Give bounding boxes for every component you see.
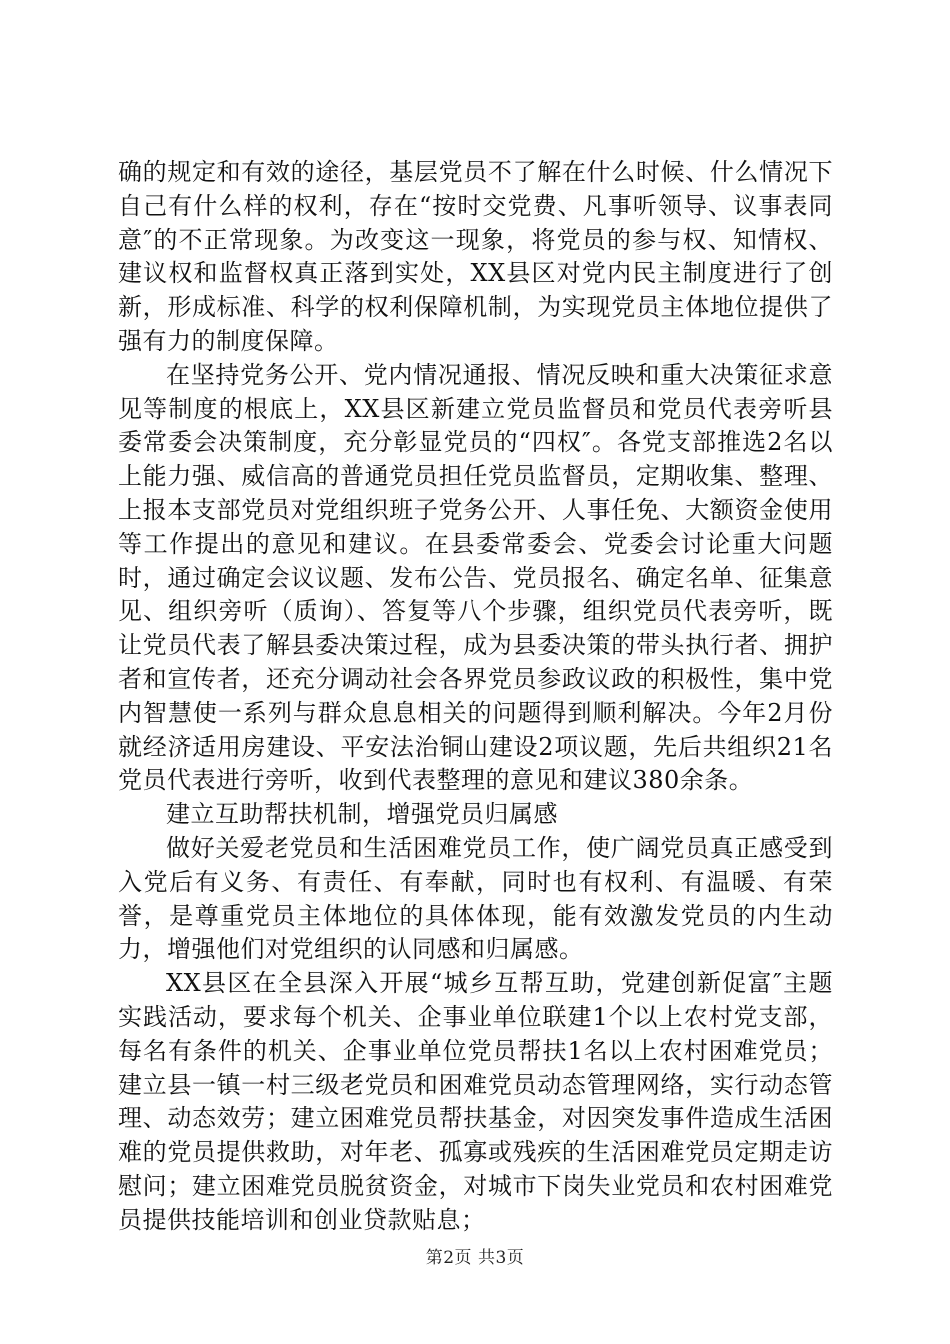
- section-heading: 建立互助帮扶机制，增强党员归属感: [166, 800, 558, 829]
- paragraph-3: 做好关爱老党员和生活困难党员工作，使广阔党员真正感受到入党后有义务、有责任、有奉献，同时也有权利、有温暖、有荣誉，是尊重党员主体地位的具体体现，能有效激发党员的内生动力，增强他们对党组织的认同感和归属感。: [118, 833, 833, 964]
- paragraph-4: XX县区在全县深入开展“城乡互帮互助，党建创新促富″主题实践活动，要求每个机关、企事业单位联建1个以上农村党支部，每名有条件的机关、企事业单位党员帮扶1名以上农村困难党员；建立县一镇一村三级老党员和困难党员动态管理网络，实行动态管理、动态效劳；建立困难党员帮扶基金，对因突发事件造成生活困难的党员提供救助，对年老、孤寡或残疾的生活困难党员定期走访慰问；建立困难党员脱贫资金，对城市下岗失业党员和农村困难党员提供技能培训和创业贷款贴息；: [118, 969, 833, 1234]
- paragraph-2: 在坚持党务公开、党内情况通报、情况反映和重大决策征求意见等制度的根底上，XX县区新建立党员监督员和党员代表旁听县委常委会决策制度，充分彰显党员的“四权″。各党支部推选2名以上能力强、威信高的普通党员担任党员监督员，定期收集、整理、上报本支部党员对党组织班子党务公开、人事任免、大额资金使用等工作提出的意见和建议。在县委常委会、党委会讨论重大问题时，通过确定会议议题、发布公告、党员报名、确定名单、征集意见、组织旁听（质询）、答复等八个步骤，组织党员代表旁听，既让党员代表了解县委决策过程，成为县委决策的带头执行者、拥护者和宣传者，还充分调动社会各界党员参政议政的积极性，集中党内智慧使一系列与群众息息相关的问题得到顺利解决。今年2月份就经济适用房建设、平安法治铜山建设2项议题，先后共组织21名党员代表进行旁听，收到代表整理的意见和建议380余条。: [118, 360, 833, 795]
- paragraph-1: 确的规定和有效的途径，基层党员不了解在什么时候、什么情况下自己有什么样的权利，存在“按时交党费、凡事听领导、议事表同意″的不正常现象。为改变这一现象，将党员的参与权、知情权、建议权和监督权真正落到实处，XX县区对党内民主制度进行了创新，形成标准、科学的权利保障机制，为实现党员主体地位提供了强有力的制度保障。: [118, 158, 833, 355]
- document-body: [118, 156, 833, 1238]
- page-number-footer: 第2页 共3页: [425, 1248, 525, 1268]
